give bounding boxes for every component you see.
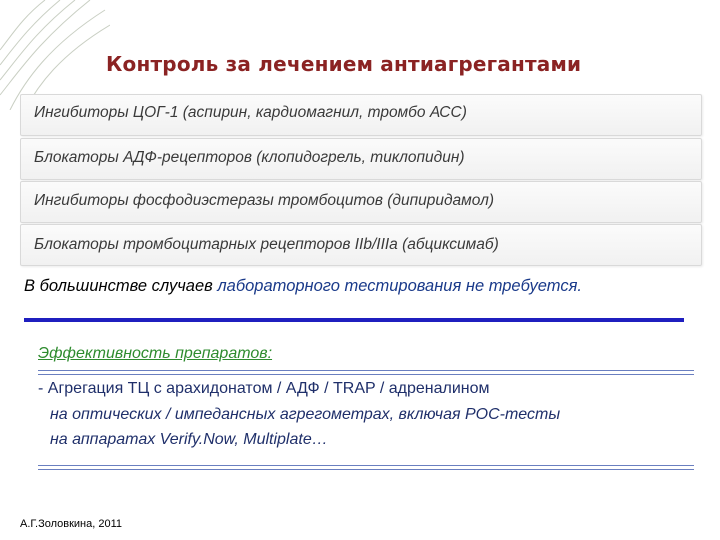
summary-text — [24, 277, 582, 296]
efficacy-heading: Эффективность препаратов: — [38, 345, 273, 362]
double-divider-bottom — [38, 465, 694, 470]
bullet-text-1: Ингибиторы ЦОГ-1 (аспирин, кардиомагнил, тромбо АСС) — [34, 104, 467, 121]
detail-line-3: на аппаратах Verify.Now, Multiplate… — [50, 431, 328, 448]
bullet-text-4: Блокаторы тромбоцитарных рецепторов IIb/IIIa (абциксимаб) — [34, 236, 499, 253]
summary-accent: лабораторного тестирования не требуется. — [217, 277, 582, 295]
bullet-text-3: Ингибиторы фосфодиэстеразы тромбоцитов (дипиридамол) — [34, 192, 494, 209]
summary-lead: В большинстве случаев — [24, 277, 218, 295]
slide-title: Контроль за лечением антиагрегантами — [106, 52, 582, 76]
detail-line-2: на оптических / импедансных агрегометрах, включая РОС-тесты — [50, 406, 561, 423]
double-divider-top — [38, 370, 694, 375]
bullet-text-2: Блокаторы АДФ-рецепторов (клопидогрель, тиклопидин) — [34, 149, 465, 166]
footer-author: А.Г.Золовкина, 2011 — [20, 518, 123, 530]
detail-line-1: - Агрегация ТЦ с арахидонатом / АДФ / TRAP / адреналином — [38, 380, 490, 397]
blue-divider — [24, 318, 684, 322]
